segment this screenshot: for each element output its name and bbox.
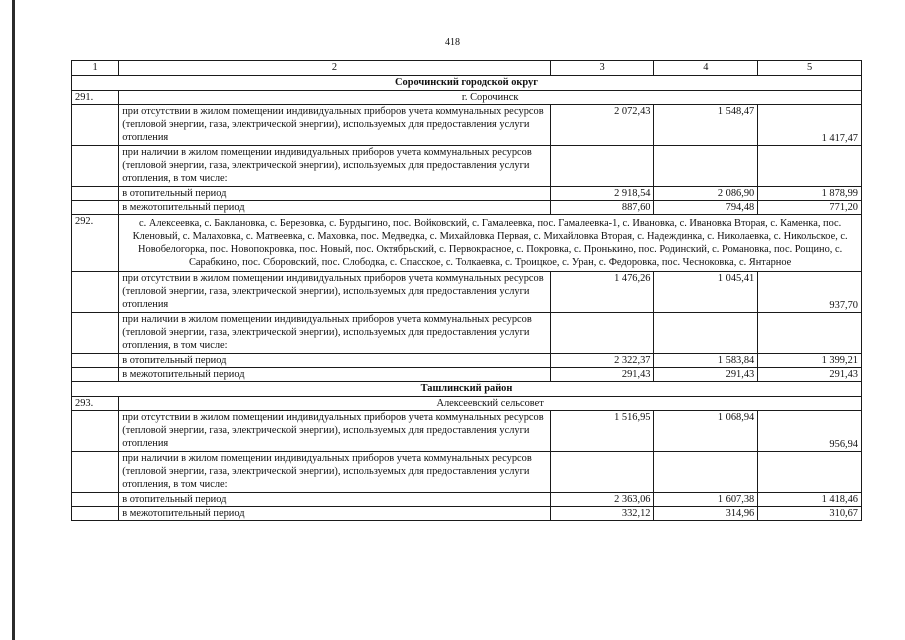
value-col4: 314,96	[654, 507, 758, 521]
table-row	[72, 313, 862, 354]
table-row	[72, 507, 862, 521]
section-title: Ташлинский район	[72, 382, 862, 397]
row-description: при отсутствии в жилом помещении индивидуальных приборов учета коммунальных ресурсов (тепловой энергии, газа, электрической энергии), используемых для предоставления услуги отопления	[119, 411, 550, 452]
column-header: 1	[72, 61, 119, 76]
row-number-cell	[72, 187, 119, 201]
table-row	[72, 105, 862, 146]
value-col3: 2 322,37	[550, 354, 654, 368]
value-col4: 1 583,84	[654, 354, 758, 368]
locality-name: с. Алексеевка, с. Баклановка, с. Березовка, с. Бурдыгино, пос. Войковский, с. Гамалеевка, пос. Гамалеевка-1, с. Ивановка, с. Ивановка Вторая, с. Каменка, пос. Кленовый, с. Малаховка, с. Матвеевка, с. Маховка, пос. Медведка, с. Михайловка Первая, с. Михайловка Вторая, с. Надеждинка, с. Николаевка, с. Никольское, с. Новобелогорка, пос. Новопокровка, пос. Новый, пос. Октябрьский, с. Первокрасное, с. Покровка, с. Пронькино, пос. Родинский, с. Романовка, пос. Рощино, с. Сарабкино, пос. Сборовский, пос. Слободка, с. Спасское, с. Толкаевка, с. Троицкое, с. Уран, с. Федоровка, пос. Чесноковка, с. Янтарное	[119, 215, 862, 272]
value-col3	[550, 452, 654, 493]
tariff-table-body	[72, 61, 862, 521]
value-col4: 1 045,41	[654, 272, 758, 313]
row-description: при наличии в жилом помещении индивидуальных приборов учета коммунальных ресурсов (тепловой энергии, газа, электрической энергии), используемых для предоставления услуги отопления, в том числе:	[119, 452, 550, 493]
row-description: в межотопительный период	[119, 368, 550, 382]
row-description: при отсутствии в жилом помещении индивидуальных приборов учета коммунальных ресурсов (тепловой энергии, газа, электрической энергии), используемых для предоставления услуги отопления	[119, 105, 550, 146]
value-col3: 291,43	[550, 368, 654, 382]
entry-number: 292.	[72, 215, 119, 272]
locality-name: г. Сорочинск	[119, 91, 862, 105]
scan-edge	[12, 0, 15, 640]
table-row	[72, 201, 862, 215]
row-number-cell	[72, 272, 119, 313]
value-col5: 291,43	[758, 368, 862, 382]
row-number-cell	[72, 105, 119, 146]
row-description: при отсутствии в жилом помещении индивидуальных приборов учета коммунальных ресурсов (тепловой энергии, газа, электрической энергии), используемых для предоставления услуги отопления	[119, 272, 550, 313]
value-col5	[758, 313, 862, 354]
value-col3: 887,60	[550, 201, 654, 215]
value-col5: 956,94	[758, 411, 862, 452]
value-col5: 937,70	[758, 272, 862, 313]
section-title: Сорочинский городской округ	[72, 76, 862, 91]
value-col5: 1 878,99	[758, 187, 862, 201]
row-description: в межотопительный период	[119, 201, 550, 215]
page-number: 418	[445, 37, 460, 48]
row-number-cell	[72, 368, 119, 382]
column-header: 3	[550, 61, 654, 76]
table-row	[72, 368, 862, 382]
row-number-cell	[72, 411, 119, 452]
value-col4: 1 068,94	[654, 411, 758, 452]
section-header-row	[72, 76, 862, 91]
value-col4: 291,43	[654, 368, 758, 382]
value-col3: 1 476,26	[550, 272, 654, 313]
value-col4: 2 086,90	[654, 187, 758, 201]
row-description: в межотопительный период	[119, 507, 550, 521]
locality-name: Алексеевский сельсовет	[119, 397, 862, 411]
value-col3: 332,12	[550, 507, 654, 521]
table-row	[72, 354, 862, 368]
table-row	[72, 187, 862, 201]
value-col4: 794,48	[654, 201, 758, 215]
row-description: в отопительный период	[119, 187, 550, 201]
row-number-cell	[72, 507, 119, 521]
row-number-cell	[72, 354, 119, 368]
value-col3	[550, 146, 654, 187]
locality-row	[72, 91, 862, 105]
row-number-cell	[72, 146, 119, 187]
value-col5: 1 417,47	[758, 105, 862, 146]
value-col4: 1 607,38	[654, 493, 758, 507]
locality-row	[72, 215, 862, 272]
row-number-cell	[72, 452, 119, 493]
value-col3	[550, 313, 654, 354]
row-number-cell	[72, 201, 119, 215]
value-col4	[654, 452, 758, 493]
table-row	[72, 411, 862, 452]
table-row	[72, 493, 862, 507]
entry-number: 293.	[72, 397, 119, 411]
column-header: 4	[654, 61, 758, 76]
locality-row	[72, 397, 862, 411]
value-col3: 2 918,54	[550, 187, 654, 201]
row-description: при наличии в жилом помещении индивидуальных приборов учета коммунальных ресурсов (тепловой энергии, газа, электрической энергии), используемых для предоставления услуги отопления, в том числе:	[119, 313, 550, 354]
row-description: при наличии в жилом помещении индивидуальных приборов учета коммунальных ресурсов (тепловой энергии, газа, электрической энергии), используемых для предоставления услуги отопления, в том числе:	[119, 146, 550, 187]
value-col5: 771,20	[758, 201, 862, 215]
table-row	[72, 272, 862, 313]
value-col5: 1 418,46	[758, 493, 862, 507]
value-col5: 310,67	[758, 507, 862, 521]
table-row	[72, 146, 862, 187]
tariff-table	[71, 60, 862, 521]
row-number-cell	[72, 493, 119, 507]
value-col5: 1 399,21	[758, 354, 862, 368]
value-col3: 2 072,43	[550, 105, 654, 146]
row-description: в отопительный период	[119, 493, 550, 507]
row-description: в отопительный период	[119, 354, 550, 368]
value-col5	[758, 146, 862, 187]
column-header: 2	[119, 61, 550, 76]
row-number-cell	[72, 313, 119, 354]
section-header-row	[72, 382, 862, 397]
value-col4	[654, 313, 758, 354]
entry-number: 291.	[72, 91, 119, 105]
value-col3: 2 363,06	[550, 493, 654, 507]
value-col5	[758, 452, 862, 493]
column-header: 5	[758, 61, 862, 76]
table-row	[72, 452, 862, 493]
column-header-row	[72, 61, 862, 76]
value-col4	[654, 146, 758, 187]
value-col4: 1 548,47	[654, 105, 758, 146]
value-col3: 1 516,95	[550, 411, 654, 452]
